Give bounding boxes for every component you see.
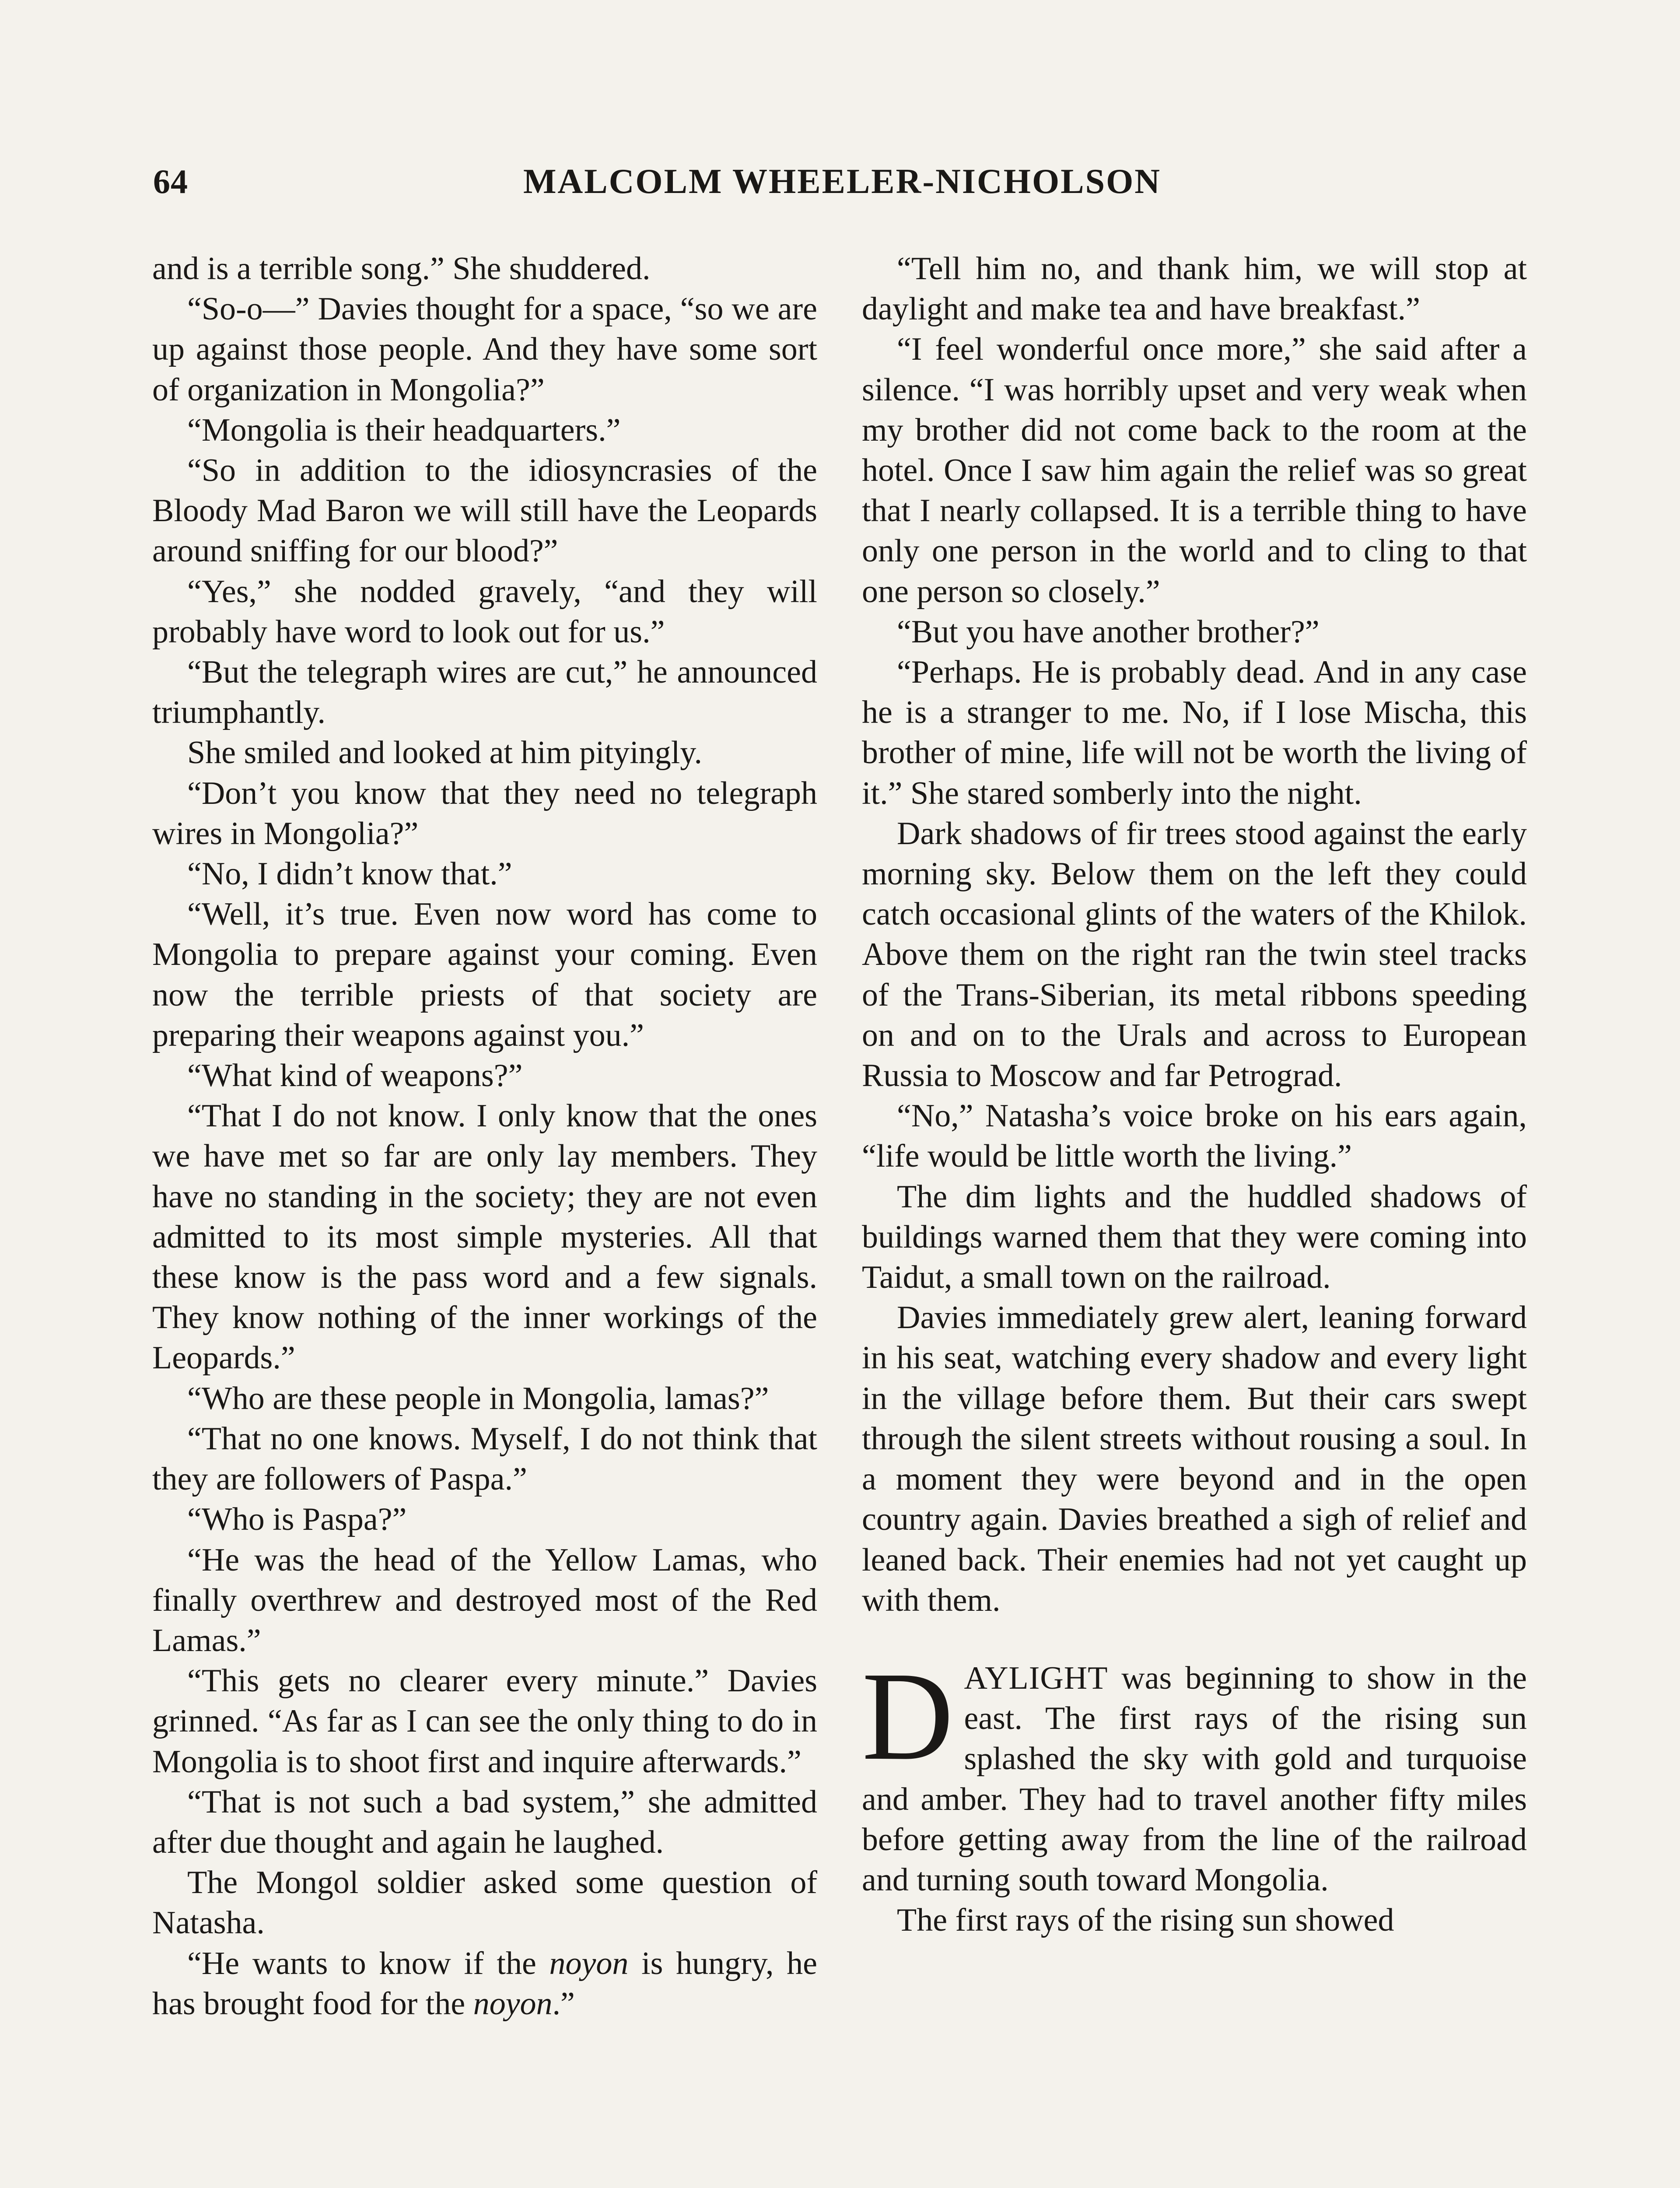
italic-word: noyon [473,1985,553,2022]
paragraph: “That is not such a bad system,” she admitted after due thought and again he laughed. [152,1784,817,1860]
paragraph: “But the telegraph wires are cut,” he announced triumphantly. [152,654,817,731]
paragraph: “Don’t you know that they need no telegraph wires in Mongolia?” [152,775,817,852]
paragraph: and is a terrible song.” She shuddered. [152,251,651,287]
paragraph: The first rays of the rising sun showed [897,1902,1394,1939]
italic-word: noyon [549,1945,629,1981]
paragraph: “Who are these people in Mongolia, lamas?” [187,1380,769,1417]
text-run: .” [552,1985,575,2022]
paragraph: “Perhaps. He is probably dead. And in any case he is a stranger to me. No, if I lose Mischa, this brother of mine, life will not be worth the living of it.” She stared somberly into the night. [862,654,1527,811]
text-run: “He wants to know if the [187,1945,550,1981]
paragraph: “He was the head of the Yellow Lamas, who finally overthrew and destroyed most of the Red Lamas.” [152,1542,817,1659]
left-column [152,249,817,2024]
paragraph: Dark shadows of fir trees stood against the early morning sky. Below them on the left they could catch occasional glints of the waters of the Khilok. Above them on the right ran the twin steel tracks of the Trans-Siberian, its metal ribbons speeding on and on to the Urals and across to European Russia to Moscow and far Petrograd. [862,815,1527,1094]
dropcap-paragraph-text: was beginning to show in the east. The first rays of the rising sun splashed the sky with gold and turquoise and amber. They had to travel another fifty miles before getting away from the line of the railroad and turning south toward Mongolia. [862,1660,1527,1898]
paragraph: “So-o—” Davies thought for a space, “so we are up against those people. And they have some sort of organization in Mongolia?” [152,291,817,408]
paragraph: Davies immediately grew alert, leaning forward in his seat, watching every shadow and every light in the village before them. But their cars swept through the silent streets without rousing a soul. In a moment they were beyond and in the open country again. Davies breathed a sigh of relief and leaned back. Their enemies had not yet caught up with them. [862,1300,1527,1618]
paragraph: “No,” Natasha’s voice broke on his ears again, “life would be little worth the living.” [862,1098,1527,1175]
paragraph: “What kind of weapons?” [187,1058,523,1094]
paragraph: “Yes,” she nodded gravely, “and they will probably have word to look out for us.” [152,573,817,650]
paragraph: “Who is Paspa?” [187,1501,407,1538]
paragraph: “Well, it’s true. Even now word has come to Mongolia to prepare against your coming. Even now the terrible priests of that society are preparing their weapons against you.” [152,896,817,1053]
paragraph: “Tell him no, and thank him, we will stop at daylight and make tea and have breakfast.” [862,251,1527,327]
running-title: MALCOLM WHEELER-NICHOLSON [523,162,1162,201]
paragraph: “Mongolia is their headquarters.” [187,412,621,448]
page-number: 64 [153,162,188,200]
right-column [862,249,1527,1940]
paragraph: “But you have another brother?” [897,614,1320,650]
paragraph: “No, I didn’t know that.” [187,856,512,892]
paragraph: “That no one knows. Myself, I do not think that they are followers of Paspa.” [152,1420,817,1497]
paragraph: The dim lights and the huddled shadows of buildings warned them that they were coming into Taidut, a small town on the railroad. [862,1178,1527,1296]
dropcap-paragraph [862,1645,1527,1900]
page-header [153,162,1531,210]
section-break [862,1620,1527,1658]
paragraph: “That I do not know. I only know that the ones we have met so far are only lay members. They have no standing in the society; they are not even admitted to its most simple mysteries. All that these know is the pass word and a few signals. They know nothing of the inner workings of the Leopards.” [152,1098,817,1376]
dropcap-word-rest: AYLIGHT [964,1660,1108,1696]
paragraph: “So in addition to the idiosyncrasies of the Bloody Mad Baron we will still have the Leopards around sniffing for our blood?” [152,452,817,569]
text-run: is hungry, he has brought food for the [152,1945,817,2022]
drop-cap-letter: D [862,1645,954,1786]
paragraph: The Mongol soldier asked some question of Natasha. [152,1865,817,1941]
paragraph: She smiled and looked at him pityingly. [187,735,703,771]
paragraph [152,1943,817,2024]
paragraph: “This gets no clearer every minute.” Davies grinned. “As far as I can see the only thing to do in Mongolia is to shoot first and inquire afterwards.” [152,1663,817,1780]
paragraph: “I feel wonderful once more,” she said after a silence. “I was horribly upset and very weak when my brother did not come back to the room at the hotel. Once I saw him again the relief was so great that I nearly collapsed. It is a terrible thing to have only one person in the world and to cling to that one person so closely.” [862,331,1527,610]
